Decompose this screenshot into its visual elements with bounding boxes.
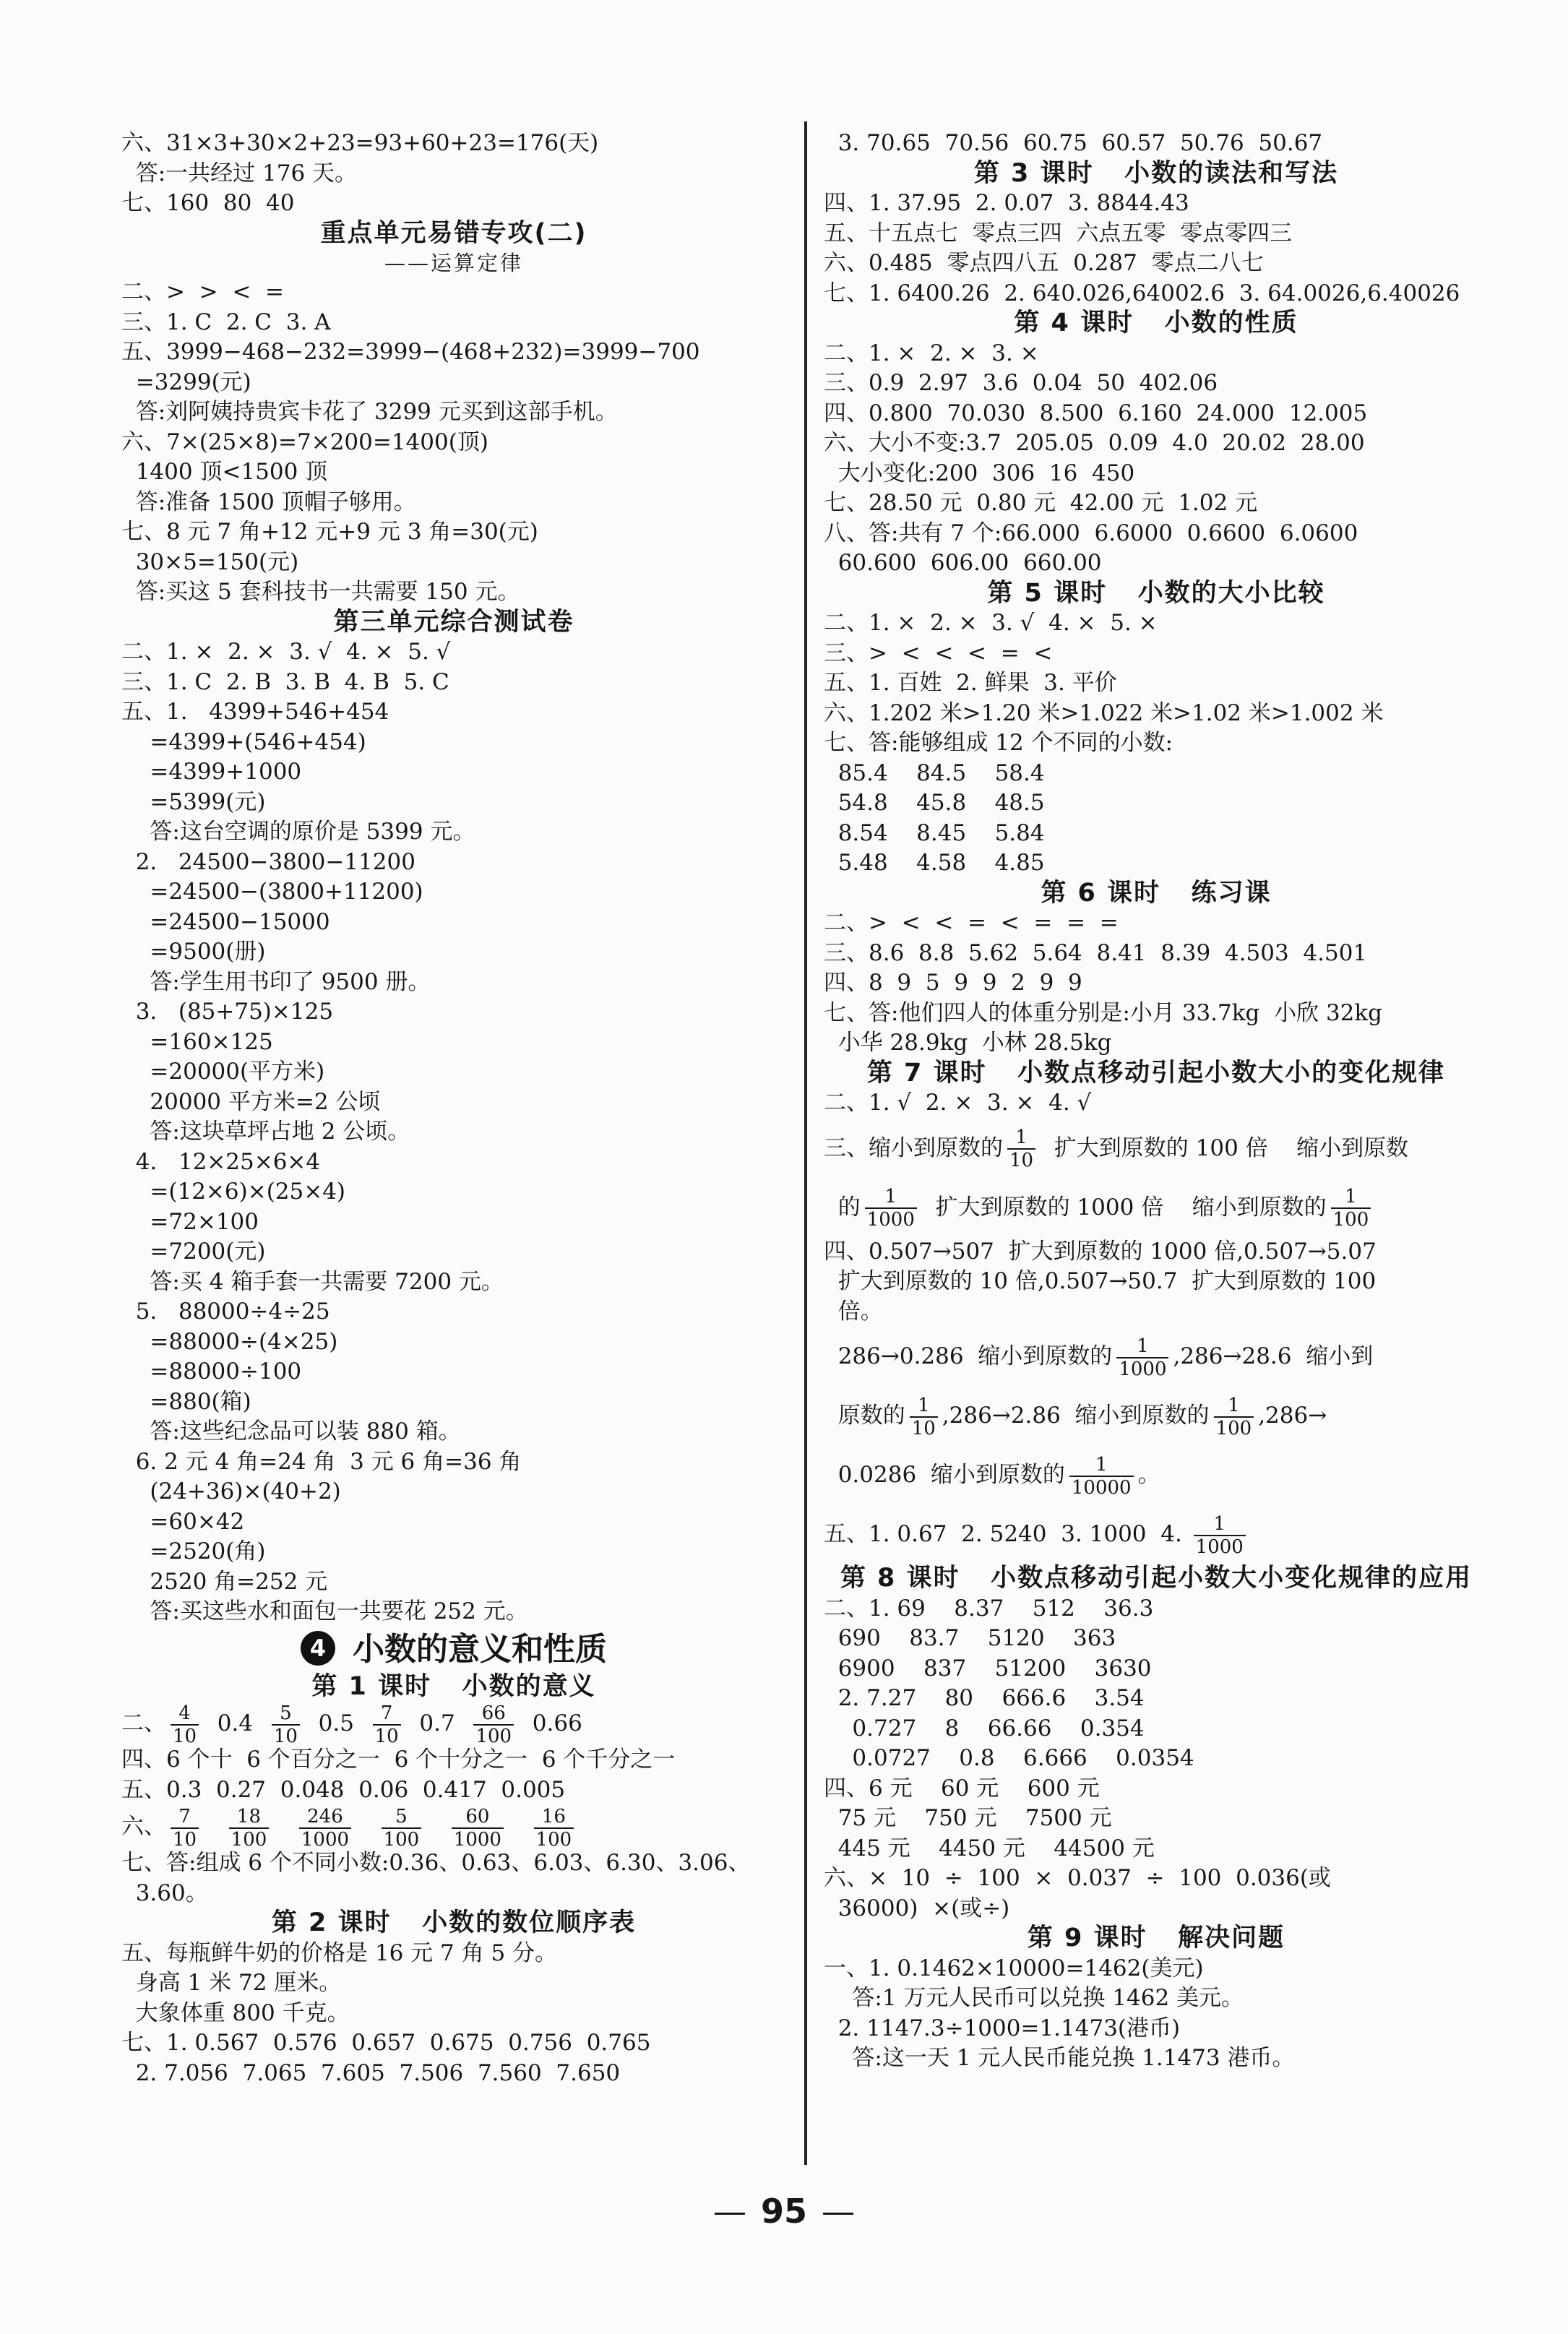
answer-text [426,1814,447,1840]
answer-line: 0.0727 0.8 6.666 0.0354 [824,1745,1194,1771]
answer-line: 三、8.6 8.8 5.62 5.64 8.41 8.39 4.503 4.501 [824,939,1368,966]
answer-line: 答:学生用书印了 9500 册。 [121,968,431,995]
answer-text: 0.5 [303,1710,369,1736]
fraction-denominator: 100 [475,1725,512,1747]
answer-text: 原数的 [824,1403,905,1429]
section-heading: 第 3 课时 小数的读法和写法 [973,158,1339,188]
answer-line: 四、0.800 70.030 8.500 6.160 24.000 12.005 [824,400,1368,426]
section-heading: 第 4 课时 小数的性质 [1014,309,1298,337]
answer-line: 一、1. 0.1462×10000=1462(美元) [824,1955,1204,1981]
fraction-numerator: 66 [473,1702,514,1726]
answer-line: 答:这块草坪占地 2 公顷。 [121,1119,410,1145]
answer-line: 答:1 万元人民币可以兑换 1462 美元。 [824,1985,1244,2011]
answer-line: 八、答:共有 7 个:66.000 6.6000 0.6600 6.0600 [824,520,1358,546]
answer-line: =2520(角) [121,1538,266,1564]
answer-line: 2. 24500−3800−11200 [121,848,415,875]
answer-line: (24+36)×(40+2) [121,1478,341,1504]
answer-column-right [824,129,1489,2074]
answer-line: 大象体重 800 千克。 [121,1999,350,2026]
fraction [272,1702,300,1747]
fraction-denominator: 10 [911,1417,936,1439]
fraction-numerator: 1 [1116,1335,1168,1358]
fraction-denominator: 1000 [1119,1358,1167,1380]
answer-line: 4. 12×25×6×4 [121,1148,321,1175]
fraction-numerator: 4 [171,1702,199,1726]
answer-line: 七、答:他们四人的体重分别是:小月 33.7kg 小欣 32kg [824,999,1383,1026]
answer-text: 三、缩小到原数的 [824,1134,1003,1161]
answer-line: =160×125 [121,1028,273,1055]
section-heading: 第 2 课时 小数的数位顺序表 [271,1908,637,1937]
answer-line: 85.4 84.5 58.4 [824,759,1045,786]
answer-line: 六、7×(25×8)=7×200=1400(顶) [121,429,488,455]
answer-text: 五、1. 0.67 2. 5240 3. 1000 4. [824,1521,1189,1547]
fraction [171,1702,199,1747]
answer-line: 六、× 10 ÷ 100 × 0.037 ÷ 100 0.036(或 [824,1865,1331,1891]
fraction-numerator: 18 [229,1806,270,1829]
fraction-numerator: 5 [272,1702,300,1726]
fraction [1116,1335,1168,1380]
answer-line: 五、0.3 0.27 0.048 0.06 0.417 0.005 [121,1776,566,1803]
answer-text: 0.4 [203,1710,267,1736]
answer-line: =9500(册) [121,939,266,965]
answer-line: 三、> < < < = < [824,640,1053,666]
fraction [534,1806,574,1851]
answer-line: 答:刘阿姨持贵宾卡花了 3299 元买到这部手机。 [121,399,618,425]
answer-line: 身高 1 米 72 厘米。 [121,1970,342,1996]
fraction-denominator: 10 [374,1725,399,1747]
fraction [910,1395,938,1439]
answer-text: ,286→ [1258,1403,1327,1429]
answer-line: 五、1. 百姓 2. 鲜果 3. 平价 [824,670,1117,696]
fraction [1331,1186,1371,1231]
answer-line: 五、3999−468−232=3999−(468+232)=3999−700 [121,339,700,365]
fraction-numerator: 16 [534,1806,574,1829]
answer-line: 0.727 8 66.66 0.354 [824,1715,1145,1741]
answer-line: 六、31×3+30×2+23=93+60+23=176(天) [121,130,599,156]
fraction-denominator: 100 [383,1828,420,1851]
answer-line: 54.8 45.8 48.5 [824,790,1045,816]
answer-line: 答:这台空调的原价是 5399 元。 [121,819,475,845]
answer-text [508,1814,530,1840]
fraction-numerator: 1 [1214,1395,1254,1418]
answer-line: 2. 7.27 80 666.6 3.54 [824,1685,1145,1711]
fraction-numerator: 1 [1194,1513,1246,1536]
answer-line: 小华 28.9kg 小林 28.5kg [824,1030,1112,1056]
answer-line: 答:买这些水和面包一共要花 252 元。 [121,1598,528,1624]
section-heading: 第 6 课时 练习课 [1041,878,1272,908]
fraction-denominator: 1000 [301,1828,350,1851]
fraction-denominator: 1000 [866,1209,915,1231]
answer-text: 扩大到原数的 1000 倍 缩小到原数的 [921,1194,1327,1220]
answer-line: =88000÷(4×25) [121,1328,338,1355]
answer-line: 六、0.485 零点四八五 0.287 零点二八七 [824,250,1264,276]
answer-line: =4399+1000 [121,759,302,785]
fraction [299,1806,351,1851]
answer-line: =72×100 [121,1208,259,1235]
answer-line-with-fractions [824,1119,1489,1178]
answer-line-with-fractions [824,1327,1489,1386]
answer-line: 445 元 4450 元 44500 元 [824,1835,1155,1861]
answer-text [273,1814,295,1840]
fraction [452,1806,504,1851]
fraction-denominator: 10000 [1071,1476,1132,1499]
chapter-number-badge: 4 [301,1631,335,1666]
answer-line: 60.600 606.00 660.00 [824,550,1102,576]
answer-line: =3299(元) [121,369,251,395]
section-heading: 第三单元综合测试卷 [333,607,574,637]
fraction-denominator: 1000 [1195,1536,1244,1558]
fraction [473,1702,514,1747]
fraction-denominator: 100 [1215,1417,1252,1439]
fraction-numerator: 1 [1331,1186,1371,1209]
fraction-numerator: 1 [910,1395,938,1418]
answer-line: 2. 7.056 7.065 7.605 7.506 7.560 7.650 [121,2059,621,2086]
fraction [229,1806,270,1851]
answer-text: 扩大到原数的 100 倍 缩小到原数 [1040,1134,1409,1161]
answer-line: 七、160 80 40 [121,190,295,216]
answer-line: 5.48 4.58 4.85 [824,850,1045,876]
answer-line: 二、1. 69 8.37 512 36.3 [824,1595,1154,1622]
answer-line: 五、1. 4399+546+454 [121,699,389,725]
answer-line: 二、1. × 2. × 3. √ 4. × 5. √ [121,639,451,665]
answer-line: 七、28.50 元 0.80 元 42.00 元 1.02 元 [824,490,1258,516]
answer-line-with-fractions [824,1504,1489,1564]
answer-line-with-fractions [824,1386,1489,1445]
answer-line: 五、每瓶鲜牛奶的价格是 16 元 7 角 5 分。 [121,1939,558,1966]
answer-line: 二、1. × 2. × 3. √ 4. × 5. × [824,610,1158,636]
answer-line: 8.54 8.45 5.84 [824,819,1045,846]
answer-line: 六、1.202 米>1.20 米>1.022 米>1.02 米>1.002 米 [824,699,1384,726]
answer-text: ,286→2.86 缩小到原数的 [942,1403,1210,1429]
answer-line: 六、大小不变:3.7 205.05 0.09 4.0 20.02 28.00 [824,430,1365,456]
fraction-numerator: 5 [382,1806,422,1829]
answer-line: 2. 1147.3÷1000=1.1473(港币) [824,2015,1181,2041]
answer-line: =(12×6)×(25×4) [121,1179,346,1205]
answer-line: 答:买 4 箱手套一共需要 7200 元。 [121,1268,504,1295]
answer-line: 3. (85+75)×125 [121,999,334,1025]
fraction-denominator: 10 [273,1725,298,1747]
fraction-numerator: 60 [452,1806,504,1829]
section-subtitle-text: ——运算定律 [384,251,523,275]
answer-line: =880(箱) [121,1388,251,1415]
answer-line-with-fractions [824,1178,1489,1237]
section-heading: 第 8 课时 小数点移动引起小数大小变化规律的应用 [840,1564,1473,1593]
answer-line: =5399(元) [121,788,266,815]
answer-text: 0.66 [518,1710,582,1736]
answer-line: 四、0.507→507 扩大到原数的 1000 倍,0.507→5.07 [824,1238,1377,1265]
answer-line: 20000 平方米=2 公顷 [121,1088,381,1115]
answer-line: =4399+(546+454) [121,728,366,755]
answer-line: 倍。 [824,1298,883,1325]
fraction [171,1806,199,1851]
answer-column-left [121,129,786,2088]
answer-line: 四、8 9 5 9 9 2 9 9 [824,970,1082,996]
answer-line: 5. 88000÷4÷25 [121,1299,330,1325]
section-subtitle [121,249,786,277]
answer-line: 3. 70.65 70.56 60.75 60.57 50.76 50.67 [824,130,1323,156]
answer-line-with-fractions [824,1445,1489,1504]
answer-text [356,1814,377,1840]
answer-line: 四、6 个十 6 个百分之一 6 个十分之一 6 个千分之一 [121,1747,676,1773]
answer-line: 6. 2 元 4 角=24 角 3 元 6 角=36 角 [121,1448,522,1475]
answer-line: 二、> > < = [121,279,285,305]
answer-line: 6900 837 51200 3630 [824,1655,1152,1681]
fraction [373,1702,401,1747]
answer-line: 二、1. × 2. × 3. × [824,340,1039,366]
answer-line: 五、十五点七 零点三四 六点五零 零点零四三 [824,220,1293,246]
column-divider [804,121,807,2165]
chapter-heading [121,1627,786,1672]
fraction-numerator: 1 [1007,1127,1035,1150]
fraction-denominator: 100 [1332,1209,1369,1231]
answer-line: =20000(平方米) [121,1059,325,1085]
answer-line: =7200(元) [121,1239,266,1265]
fraction-numerator: 7 [373,1702,401,1726]
answer-text: 286→0.286 缩小到原数的 [824,1343,1113,1369]
answer-text [203,1814,225,1840]
fraction-numerator: 1 [865,1186,917,1209]
fraction [1214,1395,1254,1439]
answer-line: =24500−(3800+11200) [121,879,423,905]
fraction-denominator: 100 [231,1828,267,1851]
answer-line: 2520 角=252 元 [121,1568,328,1595]
answer-line: 答:准备 1500 顶帽子够用。 [121,488,416,515]
section-heading: 第 5 课时 小数的大小比较 [987,578,1325,608]
page-number: 95 [0,2189,1568,2233]
fraction [1194,1513,1246,1558]
fraction-numerator: 7 [171,1806,199,1829]
answer-line: 七、8 元 7 角+12 元+9 元 3 角=30(元) [121,519,538,545]
answer-line: =88000÷100 [121,1358,302,1385]
answer-text: 六、 [121,1814,166,1840]
answer-line: 1400 顶<1500 顶 [121,459,328,485]
answer-text: 二、 [121,1710,166,1736]
fraction-denominator: 10 [173,1725,197,1747]
answer-line: 答:买这 5 套科技书一共需要 150 元。 [121,579,520,605]
answer-text: 0.7 [405,1710,470,1736]
answer-line-with-fractions [121,1702,786,1745]
section-heading: 第 9 课时 解决问题 [1027,1924,1285,1952]
answer-text: 0.0286 缩小到原数的 [824,1462,1065,1488]
answer-line: 答:这一天 1 元人民币能兑换 1.1473 港币。 [824,2045,1295,2071]
answer-line: 七、答:能够组成 12 个不同的小数: [824,730,1173,756]
answer-line: =24500−15000 [121,908,330,935]
answer-line: 七、1. 6400.26 2. 640.026,64002.6 3. 64.0026,6.40026 [824,280,1460,306]
answer-text: ,286→28.6 缩小到 [1173,1343,1374,1369]
answer-line: 答:一共经过 176 天。 [121,160,358,186]
section-heading: 第 7 课时 小数点移动引起小数大小的变化规律 [866,1058,1446,1088]
answer-line: 30×5=150(元) [121,548,299,575]
answer-line: 二、> < < = < = = = [824,910,1119,936]
answer-line: 大小变化:200 306 16 450 [824,460,1135,486]
answer-line: 75 元 750 元 7500 元 [824,1805,1112,1831]
answer-line: 七、答:组成 6 个不同小数:0.36、0.63、6.03、6.30、3.06、 [121,1850,751,1876]
answer-line: 三、0.9 2.97 3.6 0.04 50 402.06 [824,370,1218,396]
answer-line: 答:这些纪念品可以装 880 箱。 [121,1418,461,1444]
answer-line: 36000) ×(或÷) [824,1895,1010,1921]
answer-line: =60×42 [121,1508,245,1535]
chapter-title: 小数的意义和性质 [353,1630,607,1668]
fraction [382,1806,422,1851]
fraction-numerator: 1 [1069,1454,1134,1477]
fraction-denominator: 10 [1009,1150,1034,1171]
answer-line: 二、1. √ 2. × 3. × 4. √ [824,1090,1092,1116]
fraction [1007,1127,1035,1171]
answer-line: 四、6 元 60 元 600 元 [824,1775,1100,1801]
answer-text: 。 [1137,1462,1160,1488]
answer-line: 3.60。 [121,1879,208,1906]
answer-line: 三、1. C 2. C 3. A [121,309,331,335]
section-heading: 重点单元易错专攻(二) [320,218,587,248]
answer-line: 四、1. 37.95 2. 0.07 3. 8844.43 [824,190,1189,216]
answer-line: 690 83.7 5120 363 [824,1625,1116,1651]
section-heading: 第 1 课时 小数的意义 [311,1671,596,1701]
fraction-denominator: 1000 [453,1828,501,1851]
answer-line: 七、1. 0.567 0.576 0.657 0.675 0.756 0.765 [121,2030,651,2056]
answer-line: 三、1. C 2. B 3. B 4. B 5. C [121,668,449,695]
fraction [865,1186,917,1231]
fraction-denominator: 10 [173,1828,197,1851]
fraction-denominator: 100 [535,1828,572,1851]
answer-line: 扩大到原数的 10 倍,0.507→50.7 扩大到原数的 100 [824,1268,1377,1294]
answer-text: 的 [824,1194,861,1220]
fraction-numerator: 246 [299,1806,351,1829]
answer-line-with-fractions [121,1805,786,1851]
fraction [1069,1454,1134,1499]
